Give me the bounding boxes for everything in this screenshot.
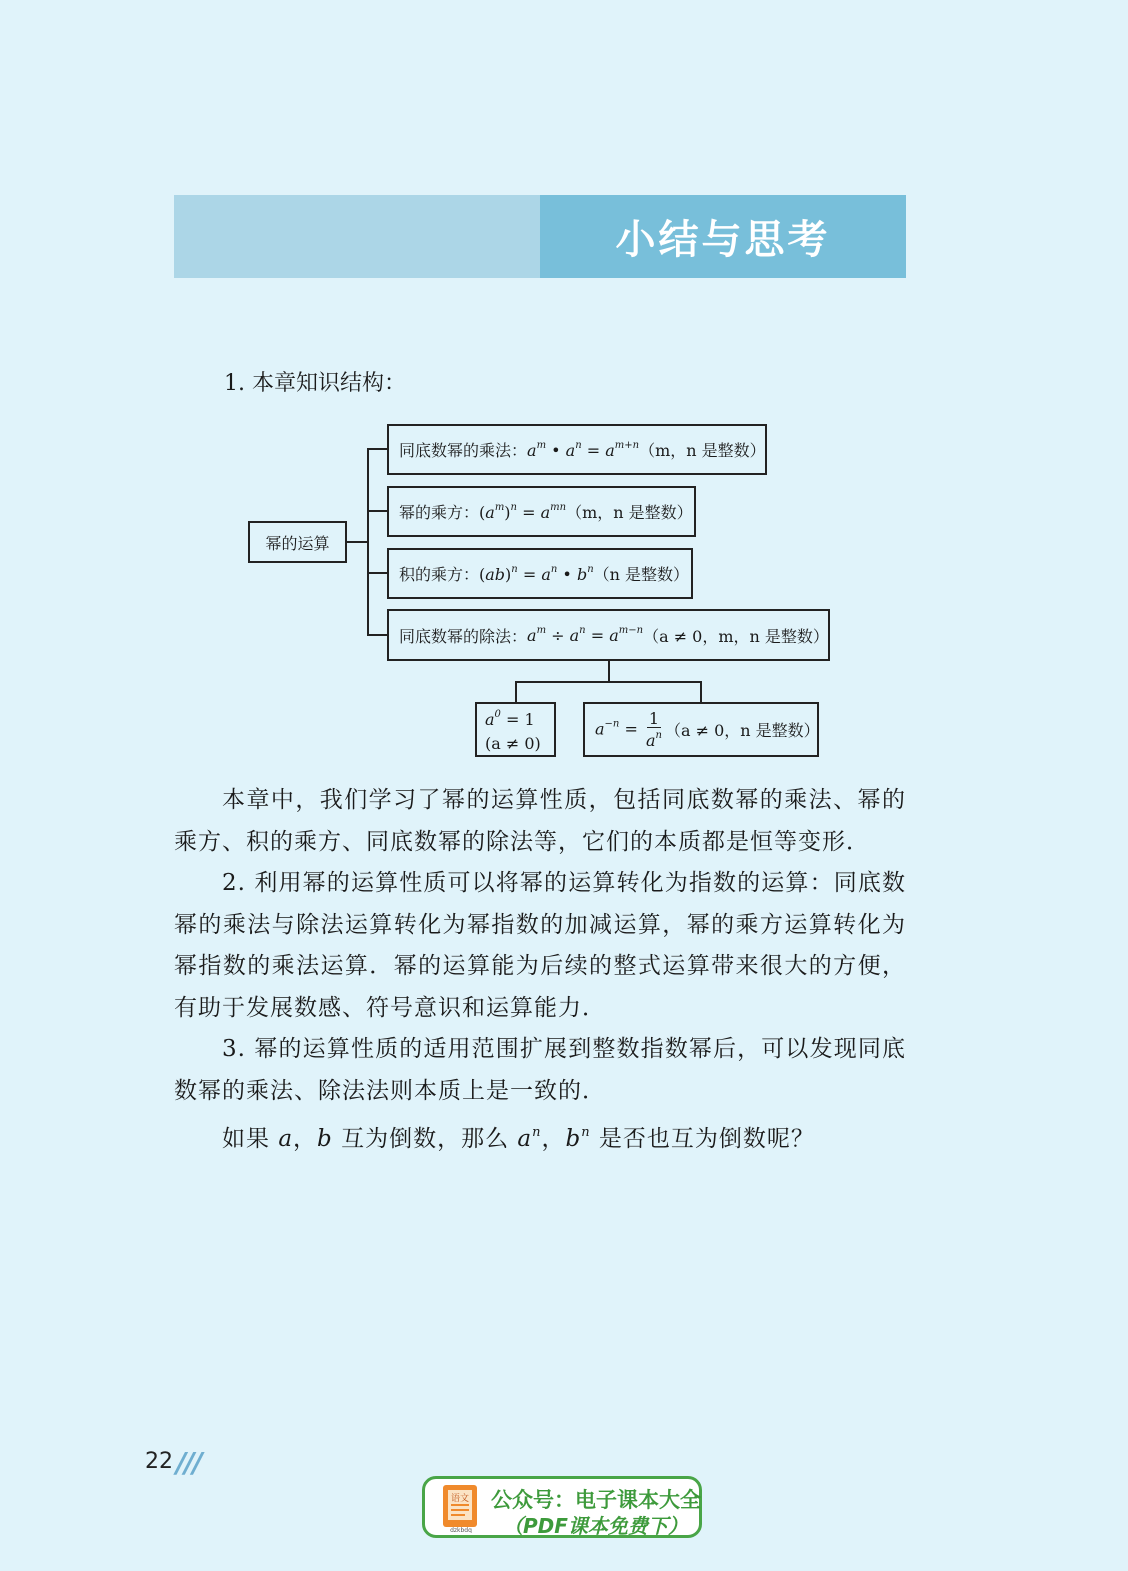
diagram-div-box	[387, 609, 830, 661]
diagram-root-label: 幂的运算	[265, 533, 330, 553]
div-formula: $a^m \div a^n = a^{m-n}$	[527, 625, 644, 645]
connector-branch-1	[367, 448, 388, 450]
prodpow-label: 积的乘方：	[399, 565, 480, 584]
mult-cond: （m，n 是整数）	[639, 441, 766, 460]
connector-div-down	[608, 660, 610, 682]
body-text	[174, 780, 906, 1161]
powpow-label: 幂的乘方：	[399, 503, 480, 522]
paragraph-1: 本章中，我们学习了幂的运算性质，包括同底数幂的乘法、幂的乘方、积的乘方、同底数幂的除法等，它们的本质都是恒等变形．	[174, 787, 906, 855]
page-title: 小结与思考	[615, 217, 831, 263]
diagram-prodpow-box	[387, 548, 693, 599]
connector-div-horizontal	[515, 681, 702, 683]
diagram-mult-box	[387, 424, 767, 475]
badge-line1: 公众号：电子课本大全	[491, 1488, 701, 1512]
connector-root	[347, 541, 369, 543]
mult-label: 同底数幂的乘法：	[399, 441, 528, 460]
powpow-formula: $(a^m)^n = a^{mn}$	[479, 501, 567, 522]
paragraph-4: 如果 a，b 互为倒数，那么 $a^n$，$b^n$ 是否也互为倒数呢？	[222, 1125, 815, 1152]
connector-branch-2	[367, 510, 388, 512]
page-decoration: ///	[176, 1446, 201, 1479]
div-cond: （a ≠ 0，m，n 是整数）	[643, 626, 829, 646]
page-number: 22	[145, 1449, 173, 1474]
zero-line1: $a^0 = 1$	[485, 709, 535, 729]
svg-text:dzkbdq: dzkbdq	[450, 1527, 472, 1533]
connector-zero	[515, 681, 517, 702]
svg-text:语文: 语文	[450, 1494, 470, 1504]
neg-cond: （a ≠ 0，n 是整数）	[664, 721, 820, 740]
prodpow-cond: （n 是整数）	[593, 565, 690, 584]
watermark-badge	[422, 1476, 702, 1538]
neg-formula: $a^{-n}$ = $\frac{1}{a^n}$	[595, 708, 662, 750]
diagram-root-box	[248, 521, 347, 563]
diagram-neg-box	[583, 702, 819, 757]
connector-vertical	[367, 448, 369, 635]
connector-neg	[700, 681, 702, 702]
paragraph-2: 2. 利用幂的运算性质可以将幂的运算转化为指数的运算：同底数幂的乘法与除法运算转化为幂指数的加减运算，幂的乘方运算转化为幂指数的乘法运算．幂的运算能为后续的整式运算带来很大的方便，有助于发展数感、符号意识和运算能力．	[174, 870, 906, 1021]
connector-branch-3	[367, 572, 388, 574]
diagram-zero-box	[475, 702, 556, 757]
section-heading: 1. 本章知识结构：	[224, 371, 406, 396]
connector-branch-4	[367, 634, 388, 636]
powpow-cond: （m，n 是整数）	[566, 503, 693, 522]
diagram-powpow-box	[387, 486, 696, 537]
div-label: 同底数幂的除法：	[399, 626, 528, 646]
mult-formula: $a^m$ • $a^n = a^{m+n}$	[527, 439, 640, 460]
badge-line2: （PDF课本免费下）	[503, 1514, 688, 1538]
book-icon	[439, 1483, 483, 1533]
prodpow-formula: $(ab)^n = a^n$ • $b^n$	[479, 563, 594, 584]
zero-line2: (a ≠ 0)	[485, 734, 541, 753]
paragraph-3: 3. 幂的运算性质的适用范围扩展到整数指数幂后，可以发现同底数幂的乘法、除法法则本质上是一致的．	[174, 1036, 906, 1104]
